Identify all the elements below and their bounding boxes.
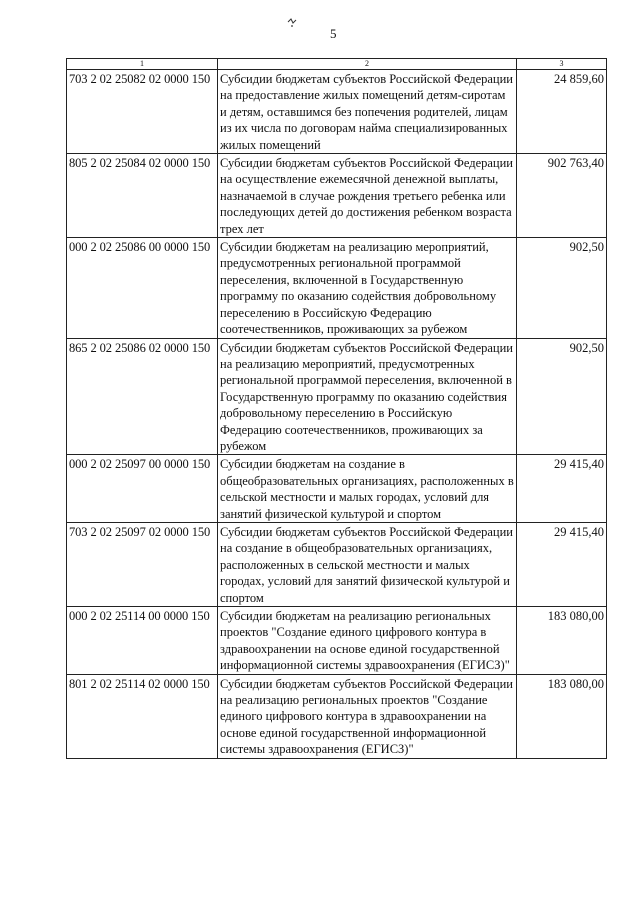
budget-revenue-table bbox=[66, 58, 607, 759]
table-row bbox=[67, 338, 607, 455]
column-header-3: 3 bbox=[517, 59, 607, 70]
column-header-2: 2 bbox=[218, 59, 517, 70]
budget-code: 703 2 02 25082 02 0000 150 bbox=[67, 70, 218, 154]
column-header-1: 1 bbox=[67, 59, 218, 70]
revenue-description: Субсидии бюджетам на реализацию мероприятий, предусмотренных региональной программой переселения, включенной в Государственную программу по оказанию содействия добровольному переселению в Российскую Федерацию соотечественников, проживающих за рубежом bbox=[218, 238, 517, 338]
revenue-description: Субсидии бюджетам на создание в общеобразовательных организациях, расположенных в сельской местности и малых городах, условий для занятий физической культурой и спортом bbox=[218, 455, 517, 523]
budget-code: 000 2 02 25114 00 0000 150 bbox=[67, 607, 218, 675]
revenue-description: Субсидии бюджетам субъектов Российской Федерации на реализацию региональных проектов "Создание единого цифрового контура в здравоохранении на основе единой государственной информационной системы здравоохранения (ЕГИСЗ)" bbox=[218, 674, 517, 758]
table-row bbox=[67, 154, 607, 238]
column-number-row bbox=[67, 59, 607, 70]
table-row bbox=[67, 455, 607, 523]
amount: 29 415,40 bbox=[517, 522, 607, 606]
budget-code: 805 2 02 25084 02 0000 150 bbox=[67, 154, 218, 238]
table-row bbox=[67, 238, 607, 338]
revenue-description: Субсидии бюджетам субъектов Российской Федерации на предоставление жилых помещений детям-сиротам и детям, оставшимся без попечения родителей, лицам из их числа по договорам найма специализированных жилых помещений bbox=[218, 70, 517, 154]
amount: 183 080,00 bbox=[517, 674, 607, 758]
table-row bbox=[67, 522, 607, 606]
amount: 902 763,40 bbox=[517, 154, 607, 238]
page-number: 5 bbox=[330, 26, 337, 41]
revenue-description: Субсидии бюджетам на реализацию региональных проектов "Создание единого цифрового контура в здравоохранении на основе единой государственной информационной системы здравоохранения (ЕГИСЗ)" bbox=[218, 607, 517, 675]
budget-code: 000 2 02 25086 00 0000 150 bbox=[67, 238, 218, 338]
budget-code: 801 2 02 25114 02 0000 150 bbox=[67, 674, 218, 758]
amount: 902,50 bbox=[517, 238, 607, 338]
revenue-description: Субсидии бюджетам субъектов Российской Федерации на осуществление ежемесячной денежной выплаты, назначаемой в случае рождения третьего ребенка или последующих детей до достижения ребенком возраста трех лет bbox=[218, 154, 517, 238]
revenue-description: Субсидии бюджетам субъектов Российской Федерации на реализацию мероприятий, предусмотренных региональной программой переселения, включенной в Государственную программу по оказанию содействия добровольному переселению в Российскую Федерацию соотечественников, проживающих за рубежом bbox=[218, 338, 517, 455]
ink-mark bbox=[285, 15, 299, 29]
amount: 183 080,00 bbox=[517, 607, 607, 675]
budget-code: 865 2 02 25086 02 0000 150 bbox=[67, 338, 218, 455]
amount: 902,50 bbox=[517, 338, 607, 455]
budget-code: 000 2 02 25097 00 0000 150 bbox=[67, 455, 218, 523]
table-row bbox=[67, 674, 607, 758]
budget-code: 703 2 02 25097 02 0000 150 bbox=[67, 522, 218, 606]
amount: 24 859,60 bbox=[517, 70, 607, 154]
table-row bbox=[67, 607, 607, 675]
revenue-description: Субсидии бюджетам субъектов Российской Федерации на создание в общеобразовательных организациях, расположенных в сельской местности и малых городах, условий для занятий физической культурой и спортом bbox=[218, 522, 517, 606]
table-row bbox=[67, 70, 607, 154]
amount: 29 415,40 bbox=[517, 455, 607, 523]
